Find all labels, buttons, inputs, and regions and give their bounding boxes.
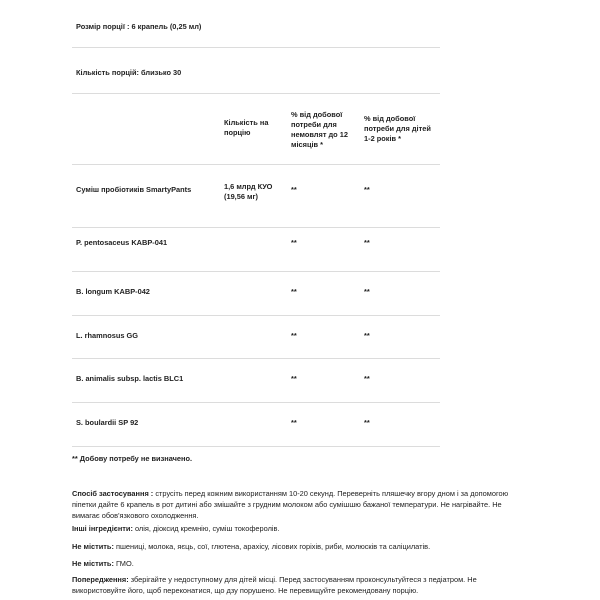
ingredient-name: Суміш пробіотиків SmartyPants (76, 185, 192, 194)
ingredient-name: L. rhamnosus GG (76, 331, 139, 340)
serving-size-row (72, 0, 440, 48)
table-row (72, 272, 440, 316)
other-ingredients-text: олія, діоксид кремнію, суміш токоферолів. (132, 524, 280, 533)
ingredient-name: B. animalis subsp. lactis BLC1 (76, 374, 184, 383)
usage-text: струсіть перед кожним використанням 10-20 секунд. Переверніть пляшечку вгору дном і за допомогою піпетки дайте 6 крапель в рот дитині або змішайте з грудним молоком або сумішшю бажаної температури. Не нагрівайте. Не вимагає обов'язкового охолодження. (72, 489, 509, 520)
supplement-facts-table (72, 0, 440, 447)
warning-paragraph (72, 574, 530, 596)
does-not-contain-paragraph (72, 541, 530, 552)
table-row (72, 228, 440, 272)
ingredient-dv-infants: ** (291, 185, 297, 194)
warning-label: Попередження: (72, 575, 129, 584)
header-dv-infants: % від добової потреби для немовлят до 12 місяців * (291, 110, 348, 149)
ingredient-dv-infants: ** (291, 331, 297, 340)
servings-per-container: Кількість порцій: близько 30 (76, 68, 182, 77)
serving-size: Розмір порції : 6 крапель (0,25 мл) (76, 22, 202, 31)
gmo-label: Не містить: (72, 559, 114, 568)
usage-paragraph (72, 488, 530, 521)
ingredient-dv-children: ** (364, 418, 370, 427)
ingredient-dv-children: ** (364, 238, 370, 247)
ingredient-dv-children: ** (364, 287, 370, 296)
does-not-contain-text: пшениці, молока, яєць, сої, глютена, арахісу, лісових горіхів, риби, молюсків та саліцилатів. (113, 542, 431, 551)
ingredient-dv-children: ** (364, 374, 370, 383)
ingredient-dv-infants: ** (291, 238, 297, 247)
other-ingredients-paragraph (72, 523, 530, 534)
table-row (72, 165, 440, 228)
gmo-text: ГМО. (113, 559, 134, 568)
header-amount: Кількість на порцію (224, 118, 269, 137)
ingredient-dv-infants: ** (291, 374, 297, 383)
table-header-row (72, 94, 440, 165)
table-row (72, 316, 440, 359)
ingredient-name: S. boulardii SP 92 (76, 418, 139, 427)
warning-text: зберігайте у недоступному для дітей місці. Перед застосуванням проконсультуйтеся з педіатром. Не використовуйте його, щоб переконатися, що дзу порушено. Не перевищуйте рекомендовану порцію. (72, 575, 477, 595)
ingredient-dv-children: ** (364, 185, 370, 194)
other-ingredients-label: Інші інгредієнти: (72, 524, 133, 533)
ingredient-dv-infants: ** (291, 418, 297, 427)
footnote: ** Добову потребу не визначено. (72, 454, 193, 463)
ingredient-amount: 1,6 млрд КУО (19,56 мг) (224, 182, 273, 201)
table-row (72, 359, 440, 403)
ingredient-dv-infants: ** (291, 287, 297, 296)
servings-row (72, 48, 440, 94)
usage-label: Спосіб застосування : (72, 489, 154, 498)
ingredient-name: P. pentosaceus KABP-041 (76, 238, 168, 247)
table-row (72, 403, 440, 447)
ingredient-name: B. longum KABP-042 (76, 287, 150, 296)
ingredient-dv-children: ** (364, 331, 370, 340)
does-not-contain-label: Не містить: (72, 542, 114, 551)
header-dv-children: % від добової потреби для дітей 1-2 років * (364, 114, 431, 143)
gmo-paragraph (72, 558, 530, 569)
